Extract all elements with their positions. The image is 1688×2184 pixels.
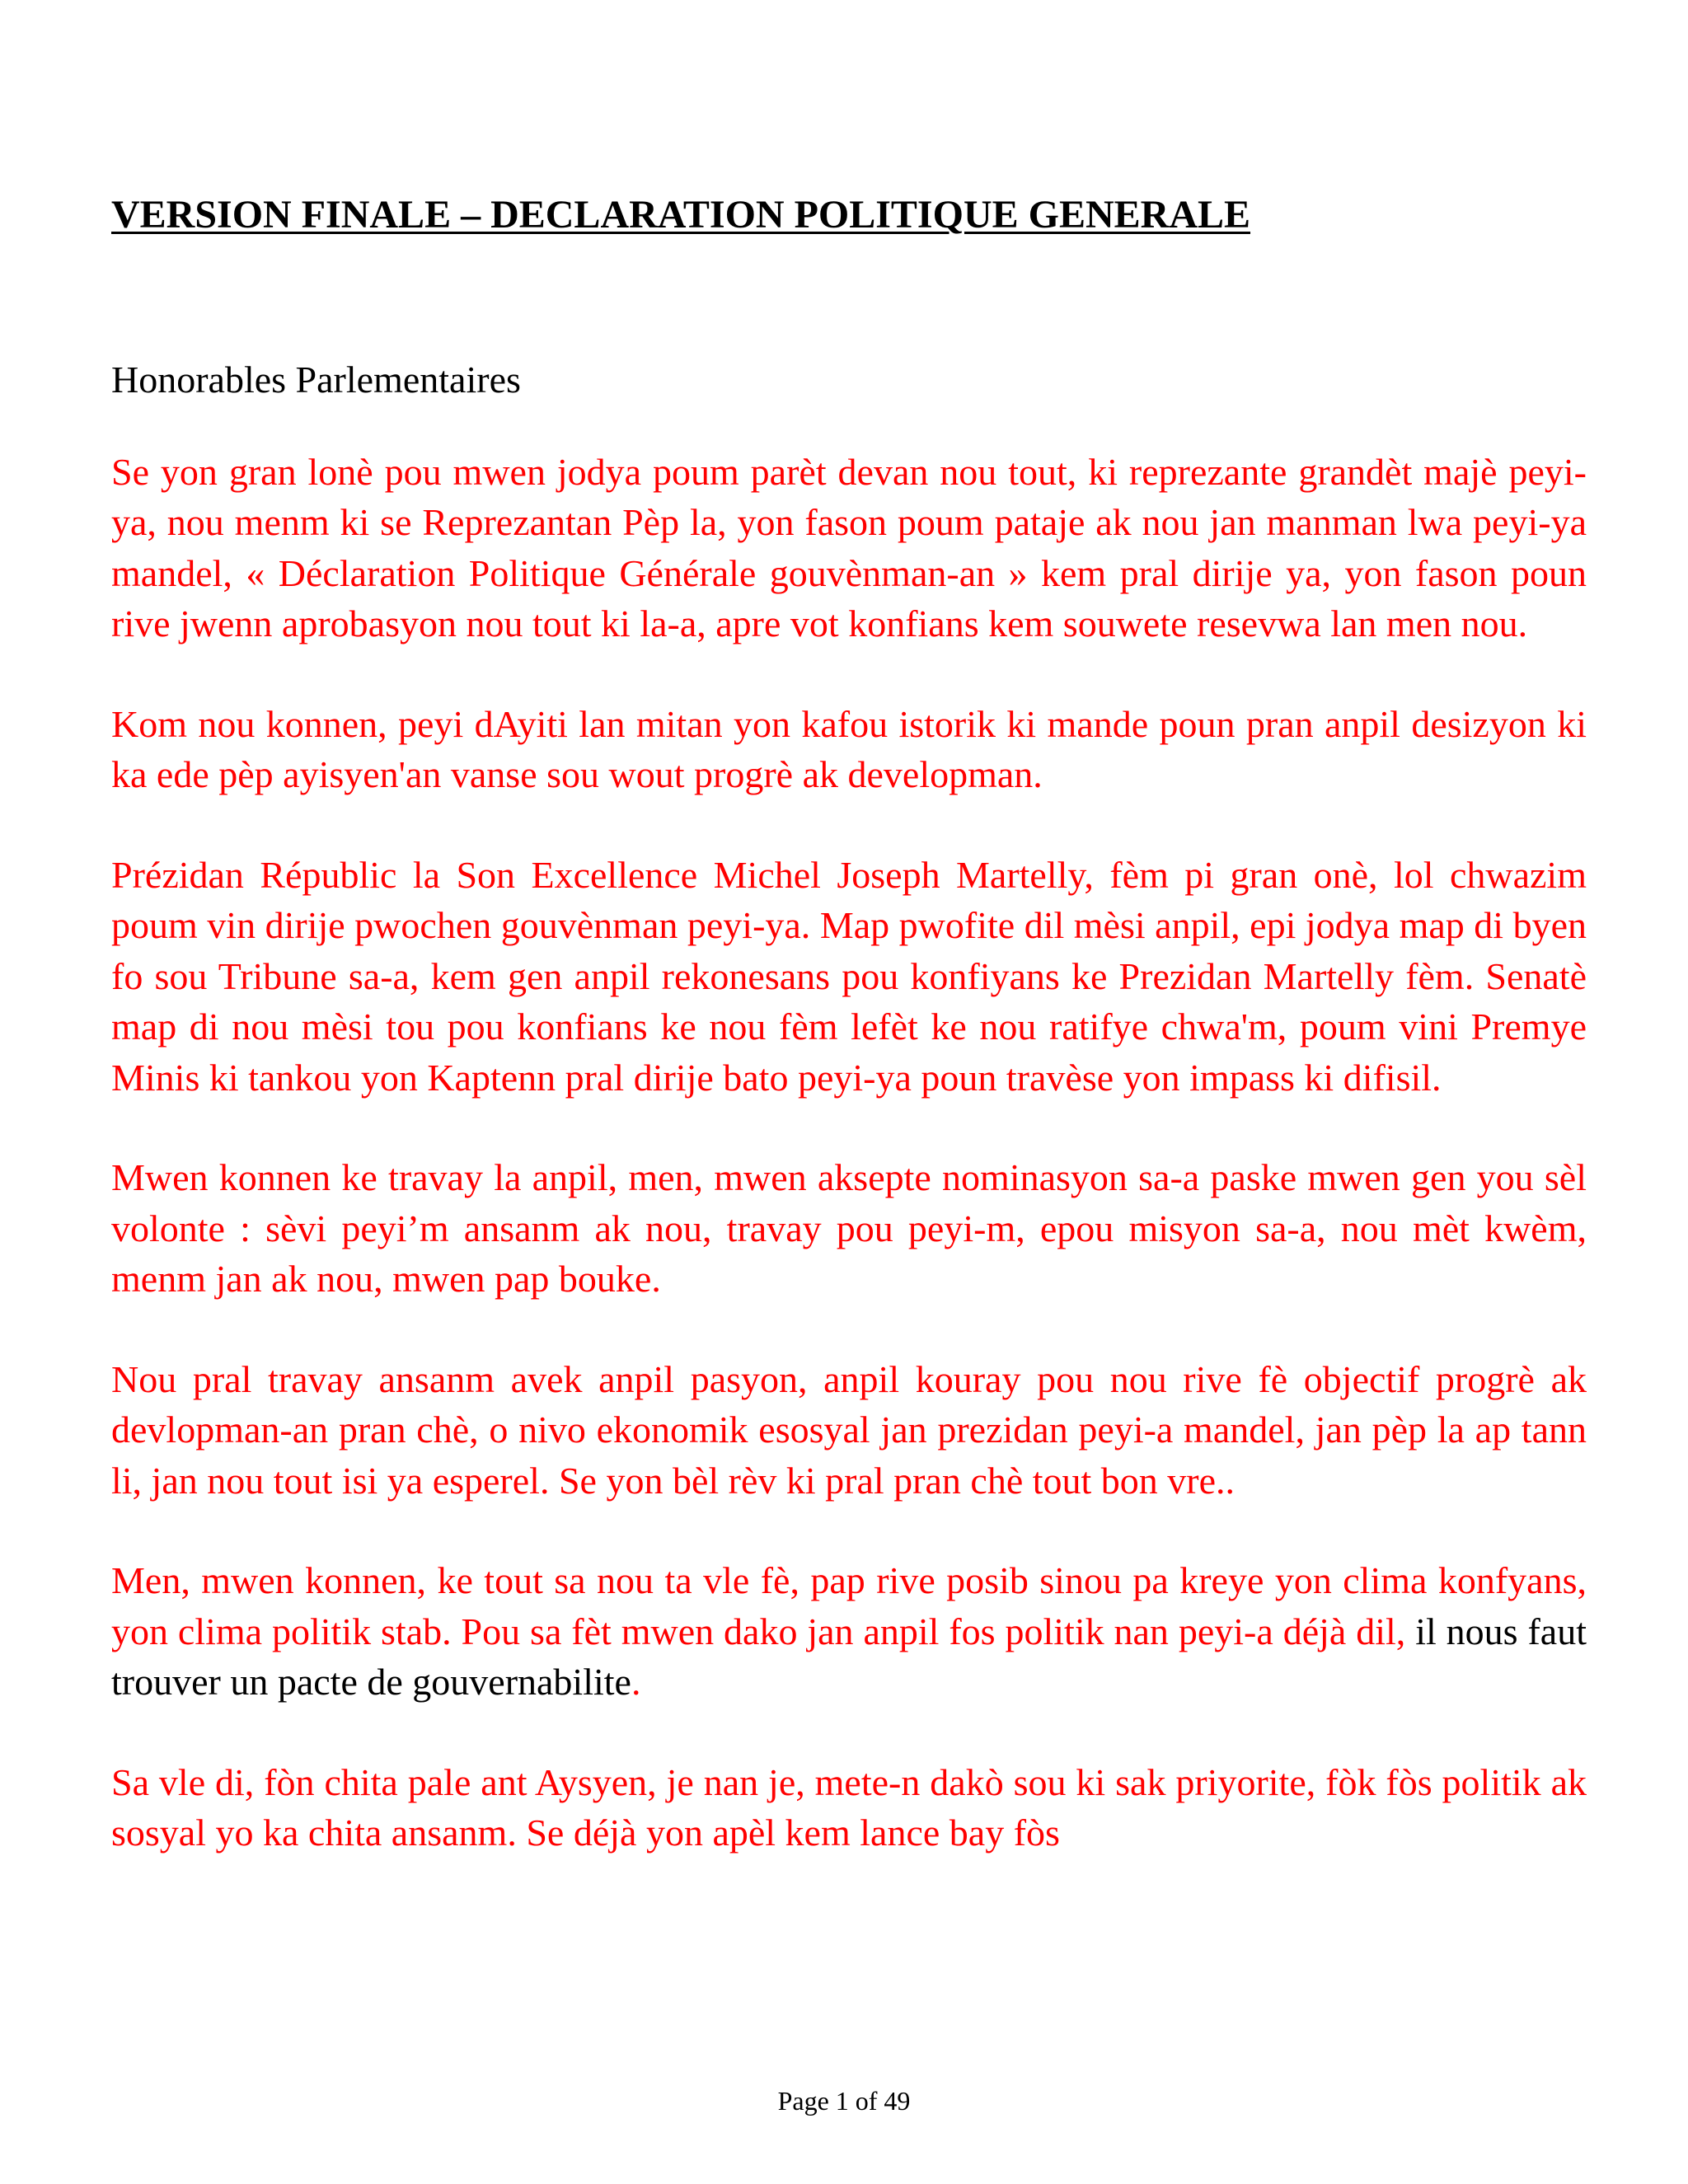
paragraph-3: Prézidan Républic la Son Excellence Michel Joseph Martelly, fèm pi gran onè, lol chwazim poum vin dirije pwochen gouvènman peyi-ya. Map pwofite dil mèsi anpil, epi jodya map di byen fo sou Tribune sa-a, kem gen anpil rekonesans pou konfiyans ke Prezidan Martelly fèm. Senatè map di nou mèsi tou pou konfians ke nou fèm lefèt ke nou ratifye chwa'm, poum vini Premye Minis ki tankou yon Kaptenn pral dirije bato peyi-ya poun travèse yon impass ki difisil.	[111, 853, 1587, 1099]
paragraph-2: Kom nou konnen, peyi dAyiti lan mitan yon kafou istorik ki mande poun pran anpil desizyon ki ka ede pèp ayisyen'an vanse sou wout progrè ak developman.	[111, 702, 1587, 796]
paragraph-5: Nou pral travay ansanm avek anpil pasyon, anpil kouray pou nou rive fè objectif progrè ak devlopman-an pran chè, o nivo ekonomik esosyal jan prezidan peyi-a mandel, jan pèp la ap tann li, jan nou tout isi ya esperel. Se yon bèl rèv ki pral pran chè tout bon vre..	[111, 1357, 1587, 1502]
paragraph-6-black-middle: il nous faut trouver un pacte de gouvernabilite	[111, 1610, 1587, 1704]
paragraph-1: Se yon gran lonè pou mwen jodya poum parèt devan nou tout, ki reprezante grandèt majè peyi-ya, nou menm ki se Reprezantan Pèp la, yon fason poum pataje ak nou jan manman lwa peyi-ya mandel, « Déclaration Politique Générale gouvènman-an » kem pral dirije ya, yon fason poun rive jwenn aprobasyon nou tout ki la-a, apre vot konfians kem souwete resevwa lan men nou.	[111, 450, 1587, 645]
document-title: VERSION FINALE – DECLARATION POLITIQUE GENERALE	[111, 193, 1251, 237]
page-content	[111, 191, 1587, 1908]
paragraph-6-red-end: .	[631, 1661, 641, 1704]
salutation: Honorables Parlementaires	[111, 358, 521, 401]
paragraph-4: Mwen konnen ke travay la anpil, men, mwen aksepte nominasyon sa-a paske mwen gen you sèl volonte : sèvi peyi’m ansanm ak nou, travay pou peyi-m, epou misyon sa-a, nou mèt kwèm, menm jan ak nou, mwen pap bouke.	[111, 1156, 1587, 1301]
paragraph-6-red-start: Men, mwen konnen, ke tout sa nou ta vle fè, pap rive posib sinou pa kreye yon clima konfyans, yon clima politik stab. Pou sa fèt mwen dako jan anpil fos politik nan peyi-a déjà dil,	[111, 1559, 1587, 1652]
paragraph-7: Sa vle di, fòn chita pale ant Aysyen, je nan je, mete-n dakò sou ki sak priyorite, fòk fòs politik ak sosyal yo ka chita ansanm. Se déjà yon apèl kem lance bay fòs	[111, 1760, 1587, 1854]
paragraph-6	[111, 1555, 1587, 1708]
page-number: Page 1 of 49	[777, 2086, 911, 2116]
